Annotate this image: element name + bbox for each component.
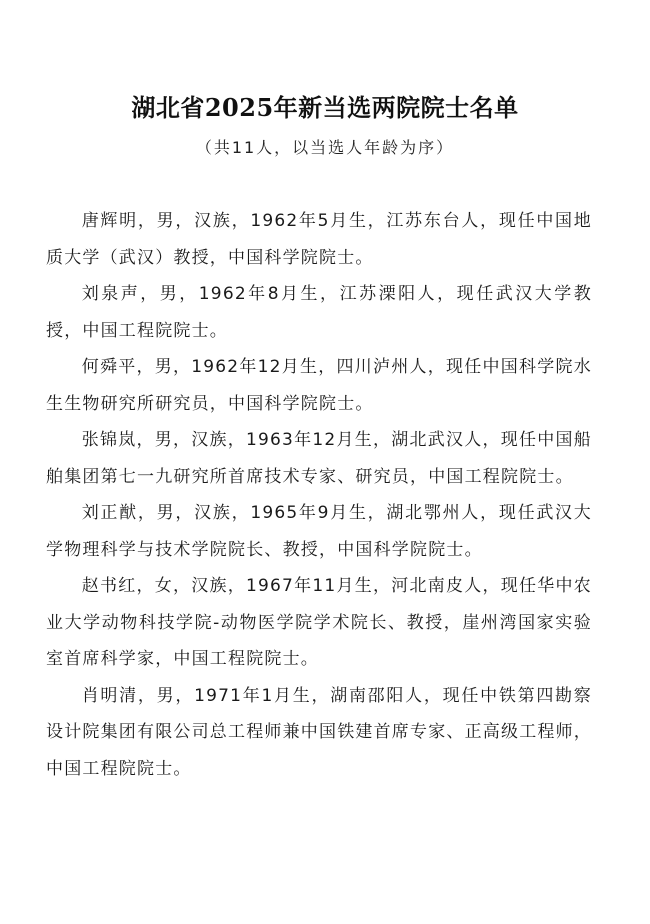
document-title: 湖北省2025年新当选两院院士名单	[131, 93, 519, 122]
academician-entry-zhao-shuhong: 赵书红，女，汉族，1967年11月生，河北南皮人，现任华中农业大学动物科技学院-动物医学院学术院长、教授，崖州湾国家实验室首席科学家，中国工程院院士。	[46, 576, 592, 669]
academician-entry-zhang-jinlan: 张锦岚，男，汉族，1963年12月生，湖北武汉人，现任中国船舶集团第七一九研究所首席技术专家、研究员，中国工程院院士。	[46, 430, 592, 487]
academician-entry-xiao-mingqing: 肖明清，男，1971年1月生，湖南邵阳人，现任中铁第四勘察设计院集团有限公司总工程师兼中国铁建首席专家、正高级工程师，中国工程院院士。	[46, 685, 592, 779]
academician-entry-he-shunping: 何舜平，男，1962年12月生，四川泸州人，现任中国科学院水生生物研究所研究员，中国科学院院士。	[46, 357, 592, 414]
academician-entry-tang-huiming: 唐辉明，男，汉族，1962年5月生，江苏东台人，现任中国地质大学（武汉）教授，中国科学院院士。	[46, 211, 592, 268]
academician-entry-liu-quansheng: 刘泉声，男，1962年8月生，江苏溧阳人，现任武汉大学教授，中国工程院院士。	[46, 284, 592, 341]
document-subtitle: （共11人，以当选人年龄为序）	[195, 138, 455, 157]
academician-entry-liu-zhengyou: 刘正猷，男，汉族，1965年9月生，湖北鄂州人，现任武汉大学物理科学与技术学院院长、教授，中国科学院院士。	[46, 503, 592, 560]
academician-list	[46, 203, 592, 787]
